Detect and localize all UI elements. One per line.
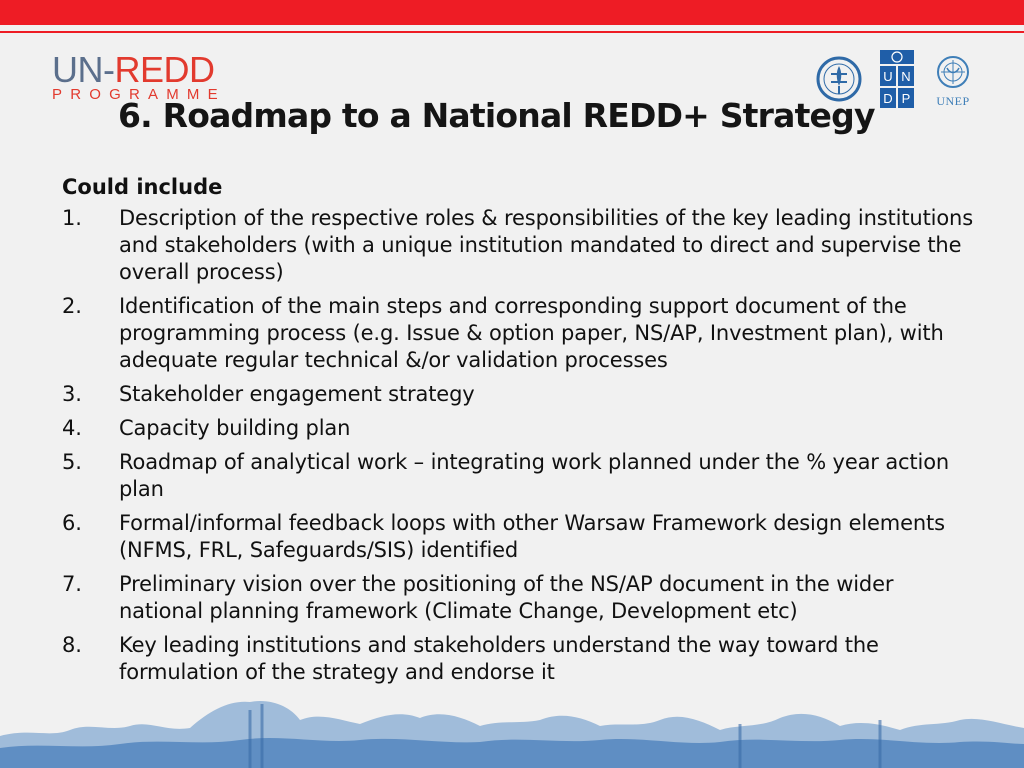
- numbered-list: [62, 205, 982, 686]
- undp-letter-d: D: [883, 91, 893, 106]
- top-red-bar: [0, 0, 1024, 25]
- slide-body: [62, 173, 982, 693]
- slide-title: 6. Roadmap to a National REDD+ Strategy: [118, 96, 875, 135]
- item-text: Capacity building plan: [119, 416, 351, 440]
- undp-letter-u: U: [883, 69, 893, 84]
- logo-wordmark: UN-REDD: [52, 49, 215, 90]
- item-number: 5.: [62, 450, 82, 474]
- item-text: Identification of the main steps and corresponding support document of the programming process (e.g. Issue & option paper, NS/AP, Investment plan), with adequate regular technical &/or validation processes: [119, 294, 944, 372]
- forest-silhouette-background: [0, 640, 1024, 768]
- top-red-line: [0, 31, 1024, 33]
- list-item: [62, 415, 982, 442]
- item-text: Description of the respective roles & responsibilities of the key leading institutions and stakeholders (with a unique institution mandated to direct and supervise the overall process): [119, 206, 973, 284]
- list-item: [62, 449, 982, 503]
- item-number: 6.: [62, 511, 82, 535]
- item-text: Formal/informal feedback loops with other Warsaw Framework design elements (NFMS, FRL, Safeguards/SIS) identified: [119, 511, 945, 562]
- list-item: [62, 510, 982, 564]
- undp-letter-p: P: [901, 91, 911, 106]
- item-number: 3.: [62, 382, 82, 406]
- item-text: Stakeholder engagement strategy: [119, 382, 475, 406]
- undp-letter-n: N: [901, 69, 911, 84]
- logo-subtitle: PROGRAMME: [52, 86, 226, 103]
- item-text: Key leading institutions and stakeholders understand the way toward the formulation of the strategy and endorse it: [119, 633, 879, 684]
- item-number: 8.: [62, 633, 82, 657]
- unep-emblem-icon: [930, 54, 976, 92]
- unep-logo: [930, 54, 976, 106]
- item-text: Preliminary vision over the positioning of the NS/AP document in the wider national planning framework (Climate Change, Development etc): [119, 572, 894, 623]
- list-item: [62, 205, 982, 286]
- item-number: 2.: [62, 294, 82, 318]
- unep-label: UNEP: [936, 94, 970, 108]
- list-item: [62, 293, 982, 374]
- undp-logo-icon: [880, 50, 914, 110]
- item-number: 1.: [62, 206, 82, 230]
- list-item: [62, 381, 982, 408]
- item-number: 4.: [62, 416, 82, 440]
- item-number: 7.: [62, 572, 82, 596]
- intro-text: Could include: [62, 175, 223, 199]
- list-item: [62, 571, 982, 625]
- item-text: Roadmap of analytical work – integrating work planned under the % year action plan: [119, 450, 950, 501]
